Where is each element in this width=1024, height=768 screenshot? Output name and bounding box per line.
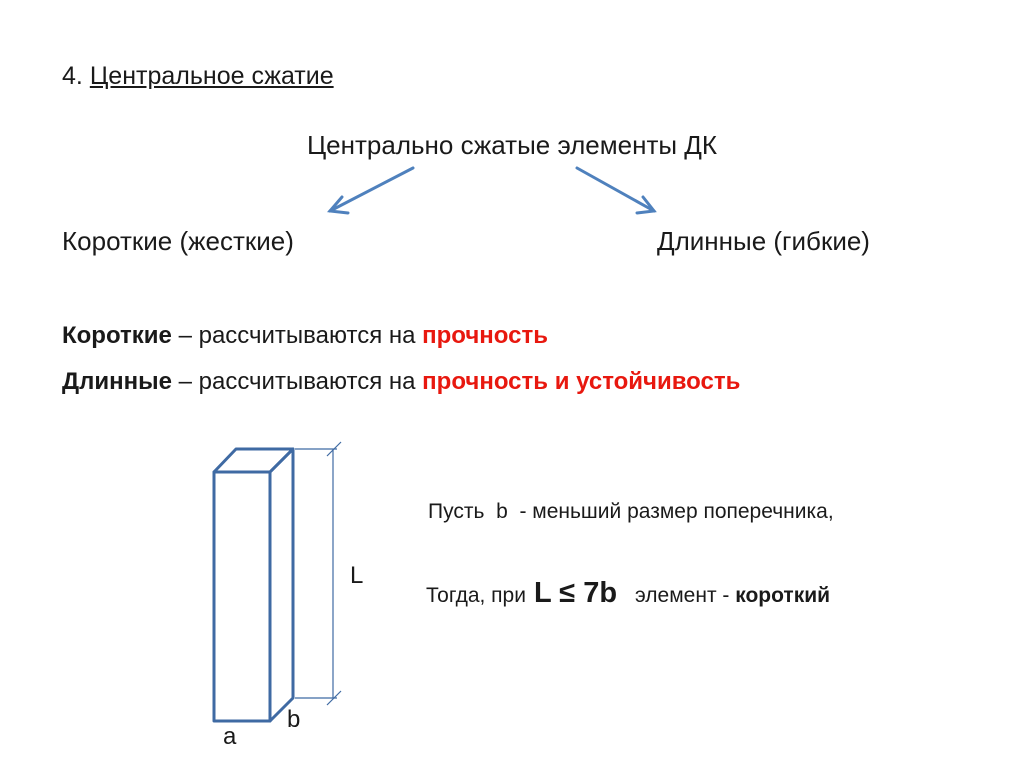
let-suffix: - меньший размер поперечника, — [519, 500, 834, 523]
then-prefix: Тогда, при — [426, 584, 526, 607]
dimension-label-b: b — [287, 706, 301, 733]
heading-title: Центральное сжатие — [89, 62, 334, 90]
column-sketch — [214, 449, 293, 721]
classification-title: Центрально сжатые элементы ДК — [306, 130, 718, 160]
calc-long-label: Длинные — [62, 368, 172, 395]
calc-short-highlight: прочность — [422, 322, 548, 349]
arrow-right-icon — [577, 168, 654, 213]
heading-number: 4. — [62, 62, 83, 90]
calc-long-highlight: прочность и устойчивость — [422, 368, 741, 395]
length-dimension — [295, 442, 341, 705]
then-bold: короткий — [735, 584, 831, 607]
arrow-left-icon — [330, 168, 413, 213]
category-long: Длинные (гибкие) — [657, 226, 870, 256]
dimension-label-a: a — [223, 723, 237, 750]
let-statement — [428, 500, 834, 524]
dimension-label-L: L — [350, 562, 364, 589]
calc-long-text: рассчитываются на — [198, 368, 423, 395]
calc-short-text: рассчитываются на — [198, 322, 423, 349]
let-prefix: Пусть — [428, 500, 485, 523]
calc-long-dash: – — [171, 368, 199, 395]
then-statement — [426, 577, 830, 610]
length-condition: L ≤ 7b — [533, 577, 618, 609]
let-var: b — [496, 500, 508, 523]
then-text: элемент - — [635, 584, 736, 607]
calc-short-dash: – — [171, 322, 199, 349]
category-short: Короткие (жесткие) — [62, 226, 294, 256]
calc-short-label: Короткие — [62, 322, 172, 349]
